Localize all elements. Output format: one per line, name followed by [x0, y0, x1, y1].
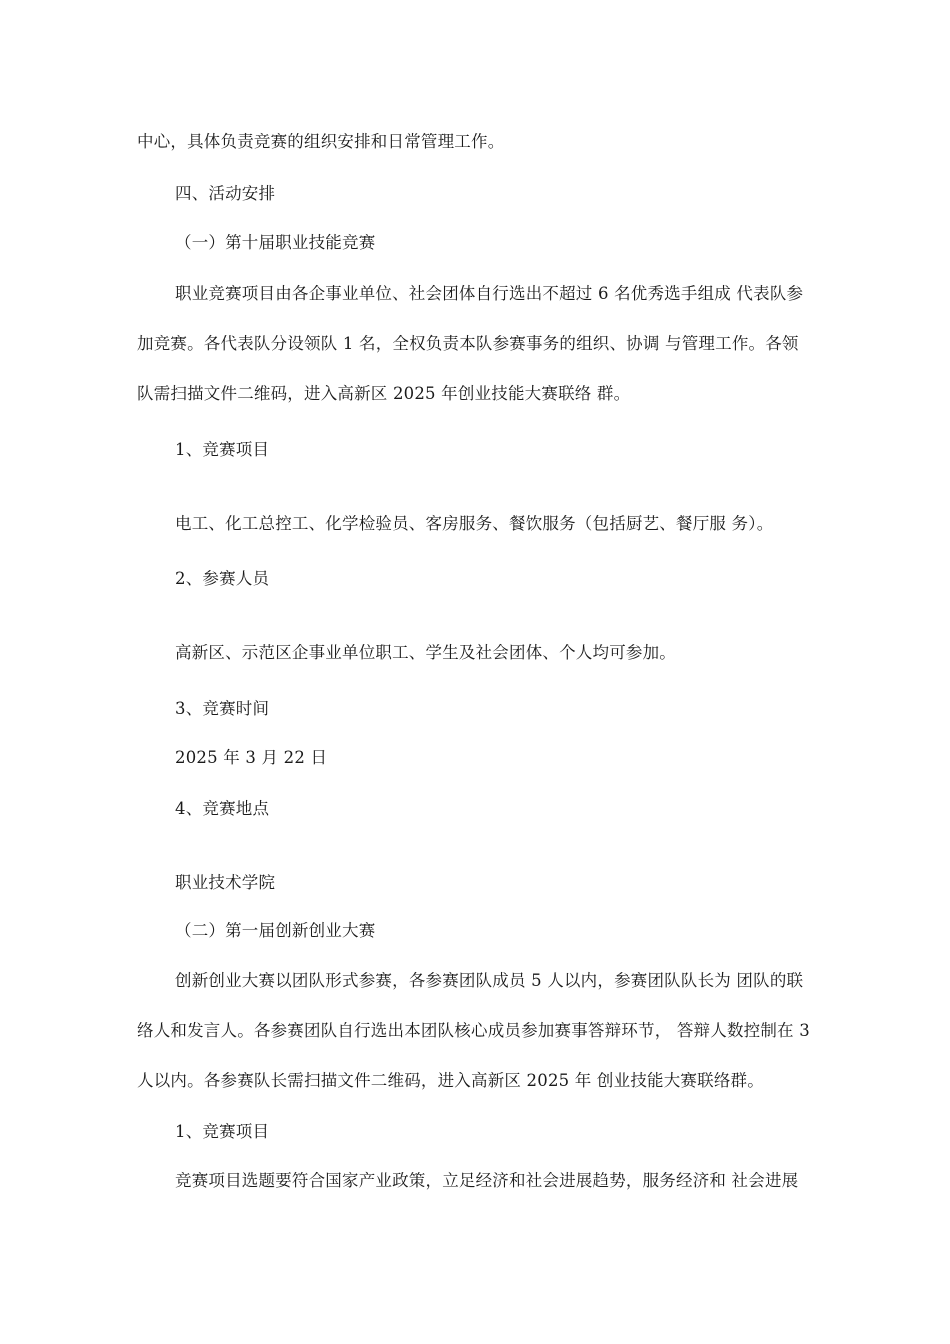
text-line: 队需扫描文件二维码，进入高新区 2025 年创业技能大赛联络 群。 [137, 384, 631, 403]
text-line: 竞赛项目选题要符合国家产业政策，立足经济和社会进展趋势，服务经济和 社会进展 [175, 1171, 799, 1190]
text-line: 职业竞赛项目由各企事业单位、社会团体自行选出不超过 6 名优秀选手组成 代表队参 [175, 284, 804, 303]
item-heading: 3、竞赛时间 [175, 699, 270, 718]
item-heading: 4、竞赛地点 [175, 799, 270, 818]
text-line: 加竞赛。各代表队分设领队 1 名，全权负责本队参赛事务的组织、协调 与管理工作。各领 [137, 334, 799, 353]
section-heading: 四、活动安排 [175, 184, 276, 203]
text-line: 电工、化工总控工、化学检验员、客房服务、餐饮服务（包括厨艺、餐厅服 务）。 [175, 514, 774, 533]
text-line: 2025 年 3 月 22 日 [175, 748, 328, 767]
text-line: 高新区、示范区企事业单位职工、学生及社会团体、个人均可参加。 [175, 643, 676, 662]
item-heading: 1、竞赛项目 [175, 1122, 270, 1141]
text-line: 络人和发言人。各参赛团队自行选出本团队核心成员参加赛事答辩环节， 答辩人数控制在 3 [137, 1021, 810, 1040]
text-line: 创新创业大赛以团队形式参赛，各参赛团队成员 5 人以内，参赛团队队长为 团队的联 [175, 971, 804, 990]
item-heading: 1、竞赛项目 [175, 440, 270, 459]
item-heading: 2、参赛人员 [175, 569, 270, 588]
text-line: 职业技术学院 [175, 873, 276, 892]
text-line: 人以内。各参赛队长需扫描文件二维码，进入高新区 2025 年 创业技能大赛联络群。 [137, 1071, 764, 1090]
subsection-heading: （一）第十届职业技能竞赛 [175, 233, 376, 252]
text-line: 中心，具体负责竞赛的组织安排和日常管理工作。 [137, 132, 505, 151]
subsection-heading: （二）第一届创新创业大赛 [175, 921, 376, 940]
